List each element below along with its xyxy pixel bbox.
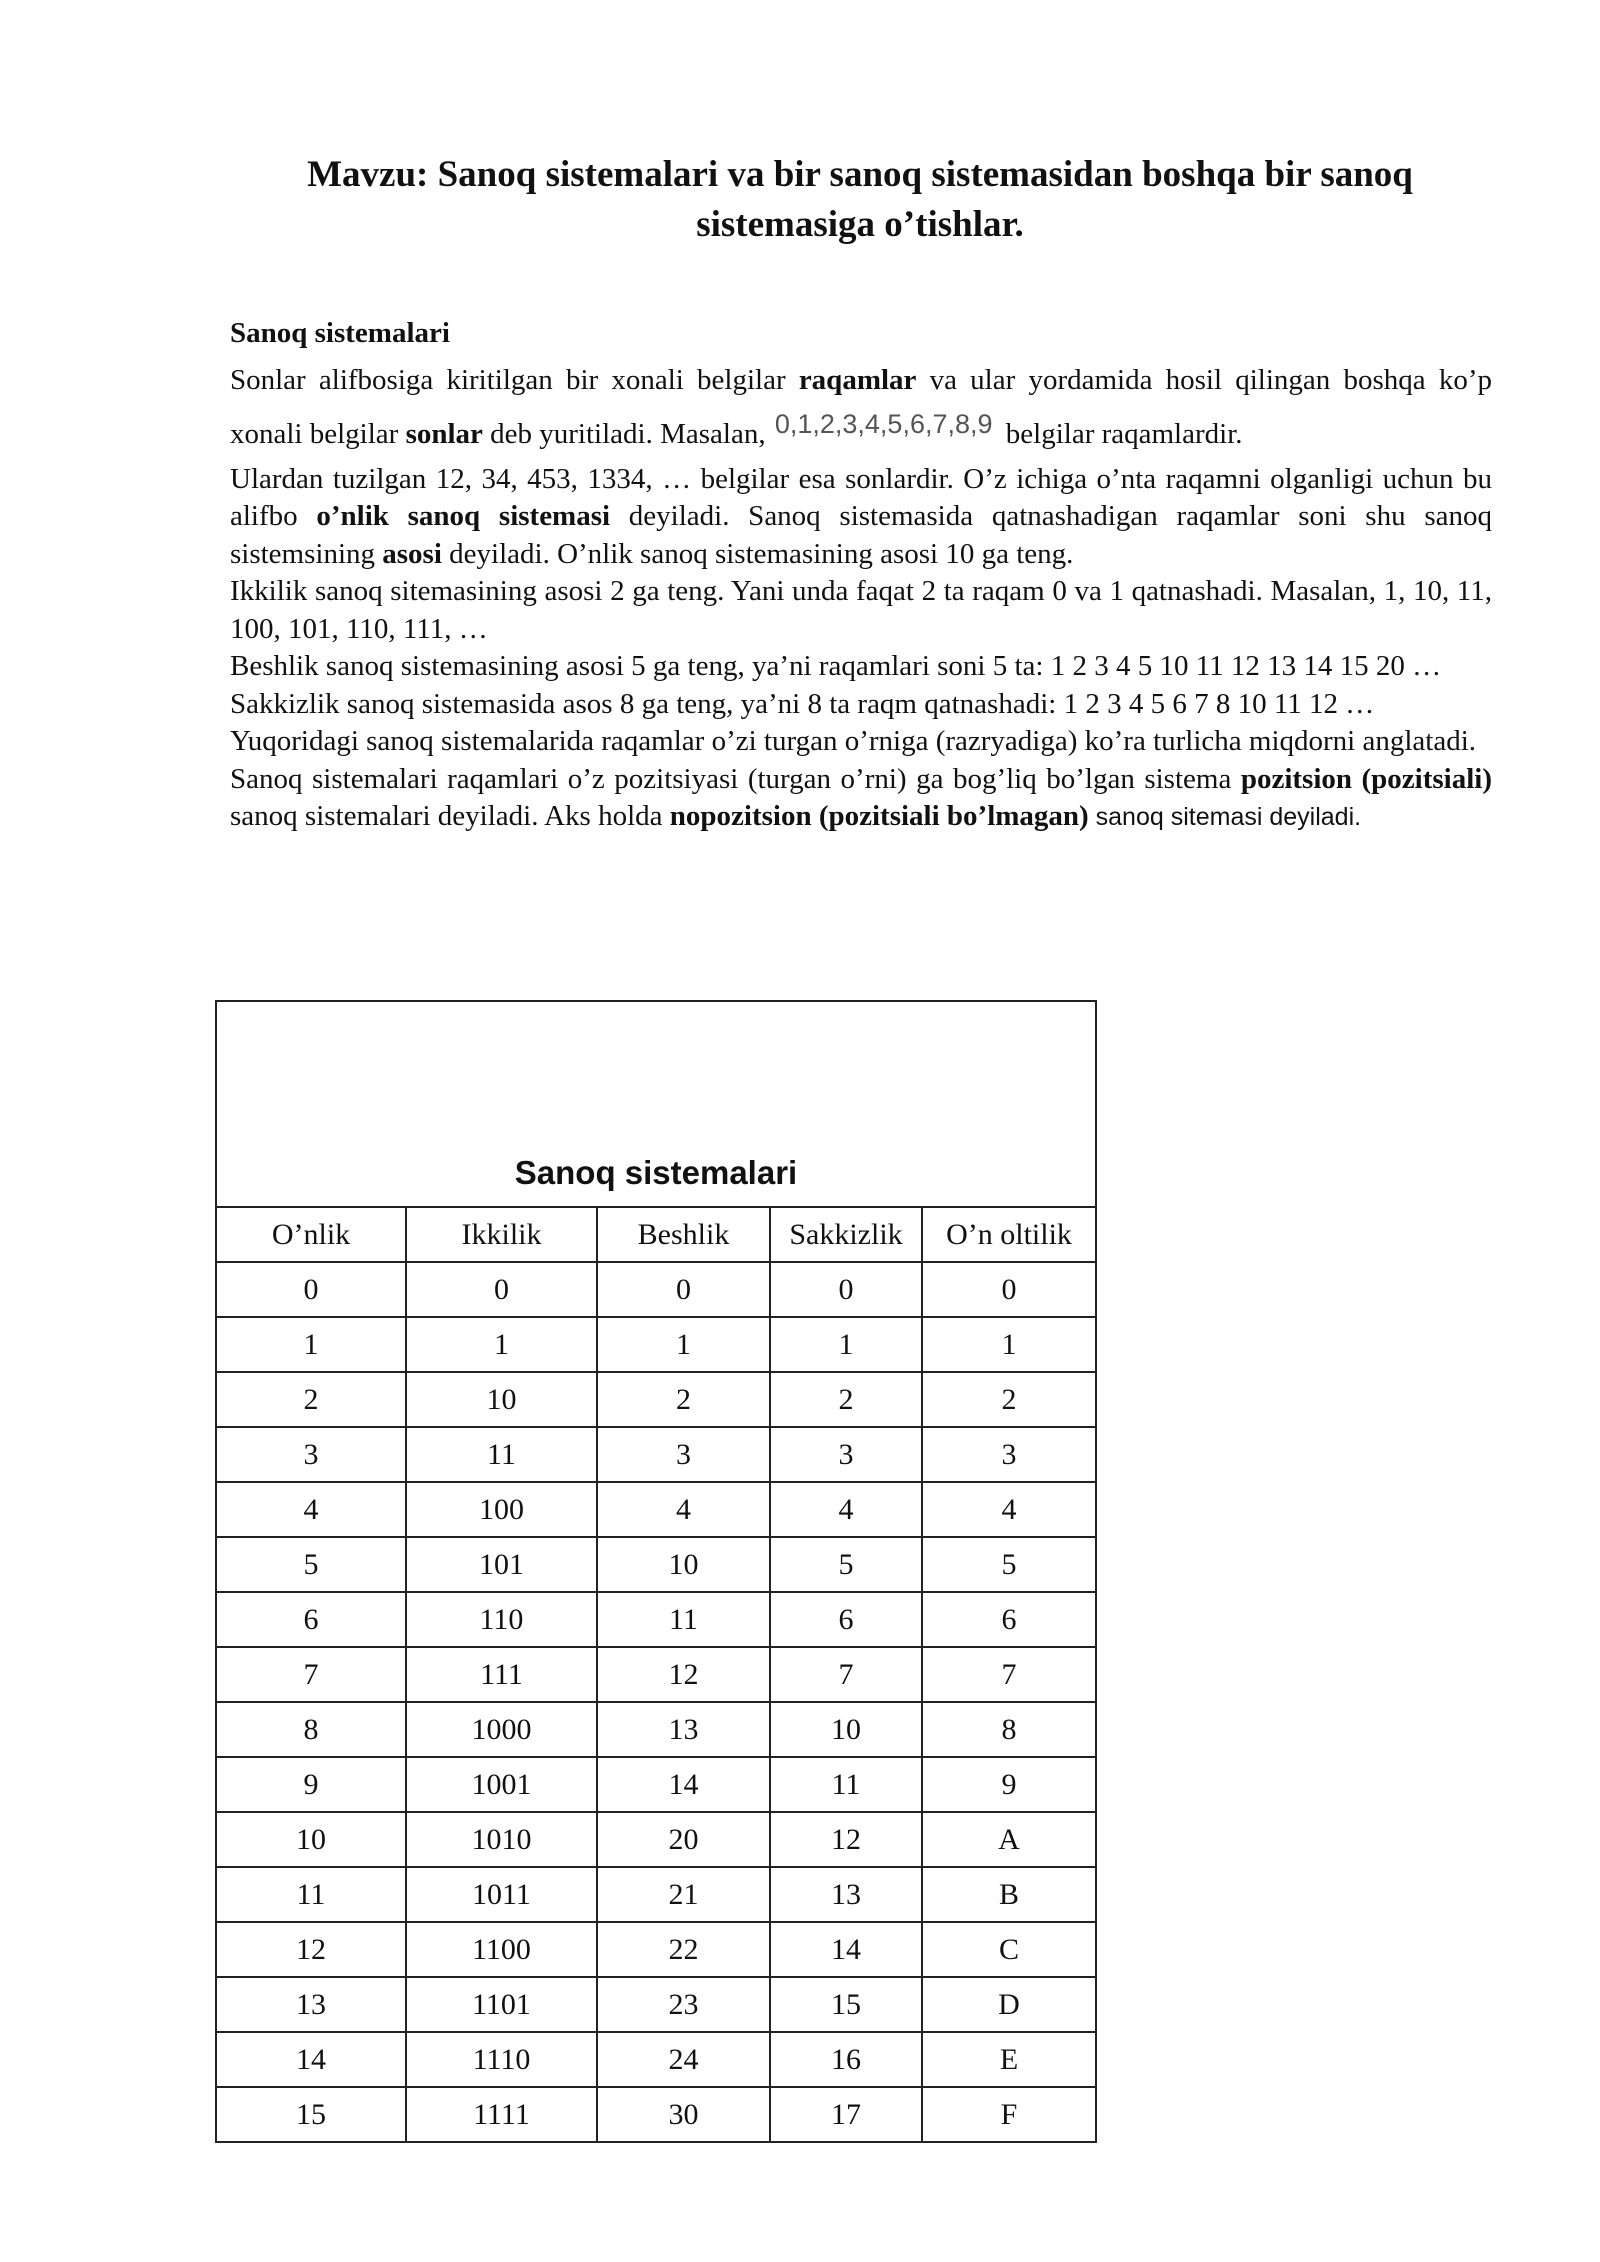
table-cell: 10 — [597, 1537, 770, 1592]
column-header: Beshlik — [597, 1207, 770, 1262]
table-cell: 7 — [770, 1647, 922, 1702]
table-row — [216, 1262, 1096, 1317]
table-cell: 0 — [216, 1262, 406, 1317]
table-cell: 4 — [597, 1482, 770, 1537]
table-cell: 4 — [922, 1482, 1096, 1537]
table-cell: B — [922, 1867, 1096, 1922]
table-cell: 21 — [597, 1867, 770, 1922]
p1-text-1: Sonlar alifbosiga kiritilgan bir xonali belgilar — [230, 363, 799, 396]
p2-text-1: Ulardan tuzilgan 12, 34, 453, 1334, … belgilar esa sonlardir. O’z ichiga o’nta raqamni olganligi uchun bu alifbo — [230, 462, 1492, 532]
table-row — [216, 1427, 1096, 1482]
table-row — [216, 1372, 1096, 1427]
table-row — [216, 1592, 1096, 1647]
table-row — [216, 1702, 1096, 1757]
table-cell: 20 — [597, 1812, 770, 1867]
table-caption-row — [216, 1001, 1096, 1207]
section-heading: Sanoq sistemalari — [230, 317, 450, 349]
table-cell: 6 — [216, 1592, 406, 1647]
table-cell: 1 — [922, 1317, 1096, 1372]
p2-text-2: deyiladi. Sanoq sistemasida qatnashadigan raqamlar soni shu sanoq sistemsining — [230, 500, 1492, 570]
paragraph-2 — [230, 461, 1492, 574]
numerals-image: 0,1,2,3,4,5,6,7,8,9 — [774, 408, 993, 439]
table-row — [216, 1977, 1096, 2032]
table-cell: 11 — [406, 1427, 597, 1482]
table-cell: 0 — [770, 1262, 922, 1317]
table-row — [216, 1482, 1096, 1537]
table-cell: 5 — [216, 1537, 406, 1592]
table-cell: 1010 — [406, 1812, 597, 1867]
table-cell: 3 — [597, 1427, 770, 1482]
table-cell: 1110 — [406, 2032, 597, 2087]
table-cell: 13 — [216, 1977, 406, 2032]
table-row — [216, 1537, 1096, 1592]
table-cell: 5 — [922, 1537, 1096, 1592]
table-cell: 12 — [216, 1922, 406, 1977]
column-header: O’n oltilik — [922, 1207, 1096, 1262]
table-cell: 15 — [770, 1977, 922, 2032]
table-cell: F — [922, 2087, 1096, 2142]
paragraph-1 — [230, 353, 1492, 461]
table-cell: 17 — [770, 2087, 922, 2142]
table-cell: 1011 — [406, 1867, 597, 1922]
table-cell: C — [922, 1922, 1096, 1977]
paragraph-4: Beshlik sanoq sistemasining asosi 5 ga teng, ya’ni raqamlari soni 5 ta: 1 2 3 4 5 10 11 12 13 14 15 20 … — [230, 650, 1442, 682]
table-cell: 100 — [406, 1482, 597, 1537]
table-cell: 30 — [597, 2087, 770, 2142]
table-row — [216, 2087, 1096, 2142]
column-header: O’nlik — [216, 1207, 406, 1262]
table-cell: 7 — [922, 1647, 1096, 1702]
table-cell: 15 — [216, 2087, 406, 2142]
table-row — [216, 1867, 1096, 1922]
table-cell: 6 — [770, 1592, 922, 1647]
number-systems-table-wrap — [215, 1000, 1095, 2143]
p7-text-1: Sanoq sistemalari raqamlari o’z pozitsiyasi (turgan o’rni) ga bog’liq bo’lgan sistema — [230, 762, 1241, 795]
table-cell: 1 — [770, 1317, 922, 1372]
table-cell: 3 — [770, 1427, 922, 1482]
table-cell: 1000 — [406, 1702, 597, 1757]
table-cell: 0 — [406, 1262, 597, 1317]
table-cell: 5 — [770, 1537, 922, 1592]
table-cell: 111 — [406, 1647, 597, 1702]
table-cell: 24 — [597, 2032, 770, 2087]
p7-bold-pozitsion: pozitsion (pozitsiali) — [1240, 762, 1493, 795]
table-cell: 0 — [922, 1262, 1096, 1317]
table-cell: 23 — [597, 1977, 770, 2032]
table-cell: 2 — [597, 1372, 770, 1427]
table-cell: 1100 — [406, 1922, 597, 1977]
p1-bold-sonlar: sonlar — [405, 417, 483, 450]
table-cell: 101 — [406, 1537, 597, 1592]
number-systems-table — [215, 1000, 1097, 2143]
p2-text-3: deyiladi. O’nlik sanoq sistemasining asosi 10 ga teng. — [441, 537, 1074, 570]
table-cell: 0 — [597, 1262, 770, 1317]
table-cell: 4 — [770, 1482, 922, 1537]
table-row — [216, 1922, 1096, 1977]
table-cell: 10 — [406, 1372, 597, 1427]
column-header: Sakkizlik — [770, 1207, 922, 1262]
table-cell: 11 — [597, 1592, 770, 1647]
paragraph-6: Yuqoridagi sanoq sistemalarida raqamlar o’zi turgan o’rniga (razryadiga) ko’ra turlicha miqdorni anglatadi. — [230, 725, 1477, 757]
table-cell: 1111 — [406, 2087, 597, 2142]
body-text — [230, 315, 1492, 837]
table-cell: 16 — [770, 2032, 922, 2087]
table-cell: 2 — [922, 1372, 1096, 1427]
table-cell: E — [922, 2032, 1096, 2087]
p7-bold-nopozitsion: nopozitsion (pozitsiali bo’lmagan) — [669, 800, 1089, 832]
table-row — [216, 1757, 1096, 1812]
table-cell: 1 — [597, 1317, 770, 1372]
p2-bold-onlik: o’nlik sanoq sistemasi — [316, 500, 611, 532]
table-cell: 1 — [406, 1317, 597, 1372]
table-cell: 14 — [597, 1757, 770, 1812]
paragraph-7 — [230, 761, 1492, 837]
table-cell: 4 — [216, 1482, 406, 1537]
p7-text-2: sanoq sistemalari deyiladi. Aks holda — [230, 800, 670, 832]
table-cell: 13 — [770, 1867, 922, 1922]
table-cell: 1001 — [406, 1757, 597, 1812]
table-cell: 11 — [216, 1867, 406, 1922]
table-cell: 12 — [597, 1647, 770, 1702]
table-cell: 9 — [922, 1757, 1096, 1812]
table-row — [216, 1647, 1096, 1702]
table-cell: 2 — [770, 1372, 922, 1427]
table-cell: 1101 — [406, 1977, 597, 2032]
table-cell: D — [922, 1977, 1096, 2032]
table-caption: Sanoq sistemalari — [216, 1001, 1096, 1207]
table-cell: A — [922, 1812, 1096, 1867]
table-header-row — [216, 1207, 1096, 1262]
table-cell: 10 — [770, 1702, 922, 1757]
table-cell: 12 — [770, 1812, 922, 1867]
column-header: Ikkilik — [406, 1207, 597, 1262]
paragraph-5: Sakkizlik sanoq sistemasida asos 8 ga teng, ya’ni 8 ta raqm qatnashadi: 1 2 3 4 5 6 7 8 10 11 12 … — [230, 687, 1375, 720]
page-title: Mavzu: Sanoq sistemalari va bir sanoq sistemasidan boshqa bir sanoq sistemasiga o’tishlar. — [307, 154, 1413, 245]
table-cell: 3 — [922, 1427, 1096, 1482]
table-cell: 13 — [597, 1702, 770, 1757]
table-cell: 110 — [406, 1592, 597, 1647]
table-row — [216, 2032, 1096, 2087]
p1-text-2: va ular yordamida hosil qilingan boshqa ko’p xonali belgilar — [230, 363, 1492, 450]
p1-bold-raqamlar: raqamlar — [798, 363, 917, 396]
table-cell: 2 — [216, 1372, 406, 1427]
table-cell: 10 — [216, 1812, 406, 1867]
table-cell: 14 — [216, 2032, 406, 2087]
p2-bold-asosi: asosi — [382, 537, 442, 570]
table-body — [216, 1262, 1096, 2142]
p1-text-4: belgilar raqamlardir. — [998, 417, 1243, 450]
table-cell: 8 — [922, 1702, 1096, 1757]
table-row — [216, 1812, 1096, 1867]
table-cell: 1 — [216, 1317, 406, 1372]
table-cell: 14 — [770, 1922, 922, 1977]
table-cell: 11 — [770, 1757, 922, 1812]
table-cell: 6 — [922, 1592, 1096, 1647]
paragraph-3: Ikkilik sanoq sitemasining asosi 2 ga teng. Yani unda faqat 2 ta raqam 0 va 1 qatnashadi. Masalan, 1, 10, 11, 100, 101, 110, 111, … — [230, 575, 1492, 645]
table-row — [216, 1317, 1096, 1372]
table-cell: 3 — [216, 1427, 406, 1482]
table-cell: 7 — [216, 1647, 406, 1702]
p7-text-3: sanoq sitemasi deyiladi. — [1088, 803, 1362, 831]
table-cell: 9 — [216, 1757, 406, 1812]
table-cell: 8 — [216, 1702, 406, 1757]
p1-text-3: deb yuritiladi. Masalan, — [482, 417, 773, 450]
table-cell: 22 — [597, 1922, 770, 1977]
